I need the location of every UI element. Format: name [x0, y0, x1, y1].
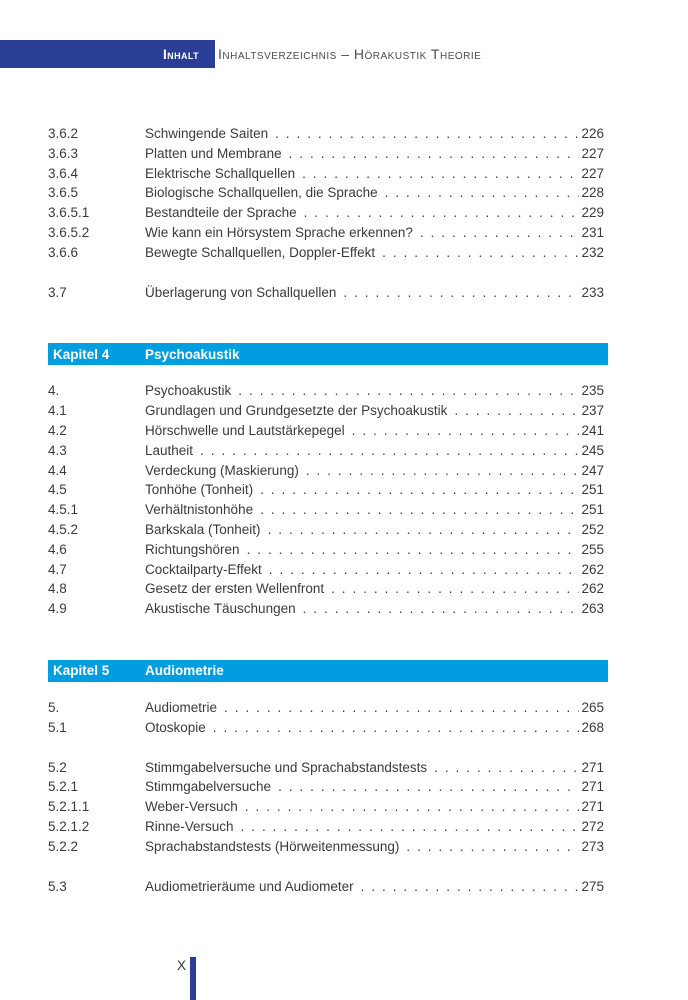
- toc-entry: [48, 579, 608, 599]
- toc-entry-page: 237: [581, 403, 604, 419]
- header-tab-label: Inhalt: [163, 46, 199, 62]
- leader-dots: [420, 223, 580, 243]
- toc-entry-title: Stimmgabelversuche: [145, 779, 272, 795]
- toc-entry-title: Gesetz der ersten Wellenfront: [145, 581, 325, 597]
- toc-entry-page: 262: [581, 561, 604, 577]
- leader-dots: [289, 144, 580, 164]
- toc-entry-page: 268: [581, 719, 604, 735]
- toc-entry-number: 3.6.4: [48, 165, 79, 181]
- toc-entry-title: Audiometrie: [145, 699, 218, 715]
- toc-entry-number: 3.6.5: [48, 185, 79, 201]
- toc-entry: [48, 758, 608, 778]
- toc-entry-page: 252: [581, 521, 604, 537]
- leader-dots: [385, 183, 580, 203]
- toc-entry: [48, 401, 608, 421]
- toc-entry: [48, 124, 608, 144]
- toc-entry-title: Überlagerung von Schallquellen: [145, 284, 337, 300]
- toc-entry-page: 226: [581, 126, 604, 141]
- toc-entry-number: 4.5.2: [48, 521, 79, 537]
- toc-entry-number: 3.6.5.2: [48, 224, 90, 240]
- chapter-label: Kapitel 5: [53, 663, 110, 679]
- toc-entry: [48, 599, 608, 619]
- toc-entry-page: 229: [581, 205, 604, 221]
- toc-entry-number: 5.2.2: [48, 838, 79, 854]
- toc-entry-title: Sprachabstandstests (Hörweitenmessung): [145, 838, 400, 854]
- toc-entry-number: 3.6.3: [48, 145, 79, 161]
- toc-entry-title: Verhältnistonhöhe: [145, 502, 254, 518]
- toc-entry-title: Hörschwelle und Lautstärkepegel: [145, 422, 345, 438]
- leader-dots: [238, 381, 579, 401]
- toc-entry-number: 4.9: [48, 601, 67, 617]
- toc-entry-number: 5.1: [48, 719, 67, 735]
- toc-entry-number: 4.1: [48, 403, 67, 419]
- toc-entry: [48, 183, 608, 203]
- toc-entry-page: 271: [581, 779, 604, 795]
- toc-entry: [48, 718, 608, 738]
- toc-entry: [48, 500, 608, 520]
- toc-group: [48, 698, 608, 738]
- toc-entry: [48, 203, 608, 223]
- leader-dots: [278, 777, 579, 797]
- toc-entry-number: 3.6.5.1: [48, 205, 90, 221]
- toc-entry-title: Weber-Versuch: [145, 799, 238, 815]
- toc-entry-number: 5.: [48, 699, 60, 715]
- chapter-title: Psychoakustik: [145, 346, 240, 362]
- toc-entry: [48, 461, 608, 481]
- toc-entry-number: 4.8: [48, 581, 67, 597]
- toc-entry: [48, 560, 608, 580]
- toc-entry-number: 3.6.6: [48, 244, 79, 260]
- leader-dots: [213, 718, 580, 738]
- toc-entry-title: Bestandteile der Sprache: [145, 205, 297, 221]
- toc-entry: [48, 144, 608, 164]
- leader-dots: [260, 500, 579, 520]
- toc-entry-page: 232: [581, 244, 604, 260]
- toc-entry: [48, 777, 608, 797]
- toc-entry-title: Bewegte Schallquellen, Doppler-Effekt: [145, 244, 376, 260]
- toc-entry-title: Stimmgabelversuche und Sprachabstandstests: [145, 759, 428, 775]
- toc-entry-title: Audiometrieräume und Audiometer: [145, 878, 354, 894]
- toc-entry-page: 251: [581, 502, 604, 518]
- toc-entry-title: Cocktailparty-Effekt: [145, 561, 262, 577]
- leader-dots: [260, 480, 579, 500]
- toc-entry-title: Akustische Täuschungen: [145, 601, 296, 617]
- leader-dots: [454, 401, 579, 421]
- toc-entry-page: 262: [581, 581, 604, 597]
- leader-dots: [247, 540, 580, 560]
- leader-dots: [245, 797, 580, 817]
- toc-entry-number: 4.7: [48, 561, 67, 577]
- toc-entry: [48, 698, 608, 718]
- toc-entry-page: 272: [581, 818, 604, 834]
- toc-entry-number: 5.2.1.1: [48, 799, 90, 815]
- footer-page-number: X: [176, 958, 186, 973]
- toc-entry-title: Barkskala (Tonheit): [145, 521, 261, 537]
- toc-entry-title: Elektrische Schallquellen: [145, 165, 296, 181]
- leader-dots: [361, 877, 580, 897]
- toc-entry-page: 247: [581, 462, 604, 478]
- toc: [48, 124, 608, 916]
- toc-entry-page: 271: [581, 799, 604, 815]
- toc-entry-page: 251: [581, 482, 604, 498]
- toc-group: [48, 758, 608, 857]
- toc-entry-title: Verdeckung (Maskierung): [145, 462, 299, 478]
- toc-entry-number: 4.5: [48, 482, 67, 498]
- chapter-title: Audiometrie: [145, 663, 224, 679]
- toc-entry-number: 4.4: [48, 462, 67, 478]
- toc-entry: [48, 520, 608, 540]
- leader-dots: [306, 461, 580, 481]
- leader-dots: [200, 441, 579, 461]
- leader-dots: [269, 560, 580, 580]
- toc-entry-page: 271: [581, 759, 604, 775]
- leader-dots: [268, 520, 580, 540]
- toc-entry-title: Wie kann ein Hörsystem Sprache erkennen?: [145, 224, 413, 240]
- toc-entry: [48, 540, 608, 560]
- toc-entry-page: 241: [581, 422, 604, 438]
- toc-entry-page: 275: [581, 878, 604, 894]
- toc-entry-page: 233: [581, 284, 604, 300]
- toc-entry-page: 227: [581, 165, 604, 181]
- toc-entry-title: Otoskopie: [145, 719, 206, 735]
- toc-entry-title: Lautheit: [145, 442, 194, 458]
- leader-dots: [343, 283, 579, 303]
- toc-group: [48, 124, 608, 263]
- toc-entry: [48, 283, 608, 303]
- toc-entry-number: 5.3: [48, 878, 67, 894]
- toc-entry: [48, 837, 608, 857]
- toc-entry: [48, 243, 608, 263]
- toc-entry-title: Tonhöhe (Tonheit): [145, 482, 254, 498]
- toc-entry-number: 5.2.1: [48, 779, 79, 795]
- toc-entry-number: 4.5.1: [48, 502, 79, 518]
- toc-entry: [48, 421, 608, 441]
- toc-entry-number: 4.: [48, 383, 60, 399]
- toc-entry-number: 3.6.2: [48, 126, 79, 141]
- toc-entry: [48, 797, 608, 817]
- toc-entry-page: 255: [581, 541, 604, 557]
- leader-dots: [241, 817, 580, 837]
- leader-dots: [406, 837, 579, 857]
- leader-dots: [275, 124, 579, 144]
- toc-entry-page: 263: [581, 601, 604, 617]
- toc-entry-page: 273: [581, 838, 604, 854]
- footer-bar: [190, 957, 196, 1000]
- chapter-bar: [48, 660, 608, 682]
- leader-dots: [382, 243, 579, 263]
- leader-dots: [352, 421, 580, 441]
- toc-entry-page: 245: [581, 442, 604, 458]
- toc-entry-page: 235: [581, 383, 604, 399]
- toc-entry-title: Schwingende Saiten: [145, 126, 269, 141]
- toc-entry-number: 4.3: [48, 442, 67, 458]
- toc-entry-number: 3.7: [48, 284, 67, 300]
- toc-entry-number: 5.2.1.2: [48, 818, 90, 834]
- leader-dots: [303, 599, 580, 619]
- toc-entry-title: Grundlagen und Grundgesetzte der Psychoakustik: [145, 403, 448, 419]
- toc-entry: [48, 381, 608, 401]
- leader-dots: [302, 164, 579, 184]
- toc-entry-title: Platten und Membrane: [145, 145, 282, 161]
- toc-entry-title: Richtungshören: [145, 541, 240, 557]
- toc-entry-page: 231: [581, 224, 604, 240]
- toc-entry: [48, 877, 608, 897]
- toc-entry-page: 227: [581, 145, 604, 161]
- toc-entry: [48, 441, 608, 461]
- chapter-label: Kapitel 4: [53, 346, 110, 362]
- toc-group: [48, 283, 608, 303]
- leader-dots: [331, 579, 579, 599]
- toc-entry-number: 4.6: [48, 541, 67, 557]
- toc-group: [48, 381, 608, 619]
- toc-entry-title: Psychoakustik: [145, 383, 232, 399]
- leader-dots: [304, 203, 580, 223]
- leader-dots: [434, 758, 579, 778]
- toc-entry-page: 228: [581, 185, 604, 201]
- chapter-bar: [48, 343, 608, 365]
- toc-group: [48, 877, 608, 897]
- toc-entry-number: 4.2: [48, 422, 67, 438]
- toc-entry: [48, 164, 608, 184]
- toc-entry: [48, 223, 608, 243]
- header-tab: [0, 40, 215, 68]
- leader-dots: [224, 698, 579, 718]
- toc-entry-page: 265: [581, 699, 604, 715]
- toc-entry-title: Rinne-Versuch: [145, 818, 234, 834]
- toc-entry-number: 5.2: [48, 759, 67, 775]
- toc-entry: [48, 817, 608, 837]
- toc-entry: [48, 480, 608, 500]
- toc-entry-title: Biologische Schallquellen, die Sprache: [145, 185, 378, 201]
- header-title: Inhaltsverzeichnis – Hörakustik Theorie: [218, 46, 482, 62]
